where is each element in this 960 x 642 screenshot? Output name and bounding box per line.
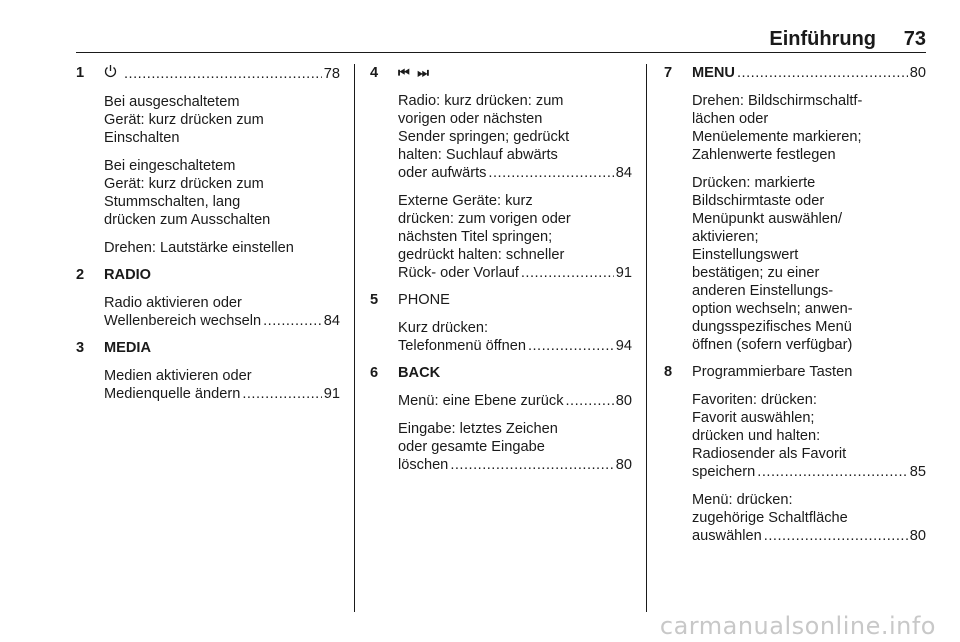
entry-title: PHONE	[398, 292, 450, 308]
entry-title: RADIO	[104, 267, 152, 283]
entry-8	[664, 363, 926, 545]
entry-number: 5	[370, 292, 379, 308]
page-title: Einführung	[769, 28, 876, 50]
page-ref: 80	[615, 457, 632, 473]
entry-7	[664, 64, 926, 354]
page-header	[76, 28, 926, 53]
page-ref: 84	[323, 313, 340, 329]
text-block: Radio aktivieren oder Wellenbereich wechseln ..... 84	[104, 294, 340, 330]
text-block: Bei eingeschaltetem Gerät: kurz drücken zum Stummschalten, lang drücken zum Ausschalten	[104, 158, 271, 228]
page-ref: 80	[615, 393, 632, 409]
skip-prev-next-icon: ⏮ ⏭	[398, 65, 432, 80]
page-ref: 91	[615, 265, 632, 281]
entry-number: 4	[370, 65, 379, 81]
entry-2	[76, 266, 340, 330]
page-number: 73	[903, 28, 926, 50]
entry-number: 3	[76, 340, 85, 356]
entry-title: Programmierbare Tasten	[692, 364, 853, 380]
text-block: Externe Geräte: kurz drücken: zum vorigen oder nächsten Titel springen; gedrückt halten: schneller Rück- oder Vorlauf ..... 91	[398, 192, 632, 282]
page-ref: 84	[615, 165, 632, 181]
entry-number: 1	[76, 65, 85, 81]
entry-5	[370, 291, 632, 355]
column-divider	[354, 64, 355, 612]
text-block: Kurz drücken: Telefonmenü öffnen ..... 94	[398, 319, 632, 355]
text-block: Drehen: Bildschirmschaltf- lächen oder Menüelemente markieren; Zahlenwerte festlegen	[692, 93, 863, 163]
text-block: Menü: eine Ebene zurück ..... 80	[398, 392, 632, 410]
text-block: Menü: drücken: zugehörige Schaltfläche auswählen ..... 80	[692, 491, 926, 545]
entry-number: 7	[664, 65, 673, 81]
power-icon	[104, 64, 122, 83]
page-ref: 94	[615, 338, 632, 354]
entry-4	[370, 64, 632, 282]
text-block: Eingabe: letztes Zeichen oder gesamte Eingabe löschen ..... 80	[398, 420, 632, 474]
text-block: Favoriten: drücken: Favorit auswählen; drücken und halten: Radiosender als Favorit speichern ..... 85	[692, 391, 926, 481]
entry-1	[76, 64, 340, 257]
watermark: carmanualsonline.info	[659, 612, 936, 640]
column-3	[664, 64, 926, 545]
page-ref: 80	[909, 528, 926, 544]
text-block: Drehen: Lautstärke einstellen	[104, 240, 294, 256]
column-1	[76, 64, 340, 403]
entry-number: 8	[664, 364, 673, 380]
page-ref: 78	[323, 66, 340, 82]
text-block: Bei ausgeschaltetem Gerät: kurz drücken zum Einschalten	[104, 94, 264, 146]
text-block: Drücken: markierte Bildschirmtaste oder Menüpunkt auswählen/ aktivieren; Einstellungswert bestätigen; zu einer anderen Einstellungs- option wechseln; anwen- dungsspezifisches Menü öffnen (sofern verfügbar)	[692, 175, 853, 353]
page-ref: 91	[323, 386, 340, 402]
page-ref: 85	[909, 464, 926, 480]
column-divider	[646, 64, 647, 612]
entry-title: MEDIA	[104, 340, 152, 356]
entry-number: 2	[76, 267, 85, 283]
entry-6	[370, 364, 632, 474]
page-ref: 80	[909, 65, 926, 81]
entry-3	[76, 339, 340, 403]
text-block: Medien aktivieren oder Medienquelle ändern ..... 91	[104, 367, 340, 403]
text-block: Radio: kurz drücken: zum vorigen oder nächsten Sender springen; gedrückt halten: Suchlauf abwärts oder aufwärts ..... 84	[398, 92, 632, 182]
entry-title: MENU	[692, 65, 735, 81]
entry-number: 6	[370, 365, 379, 381]
entry-title: BACK	[398, 365, 441, 381]
column-2	[370, 64, 632, 474]
